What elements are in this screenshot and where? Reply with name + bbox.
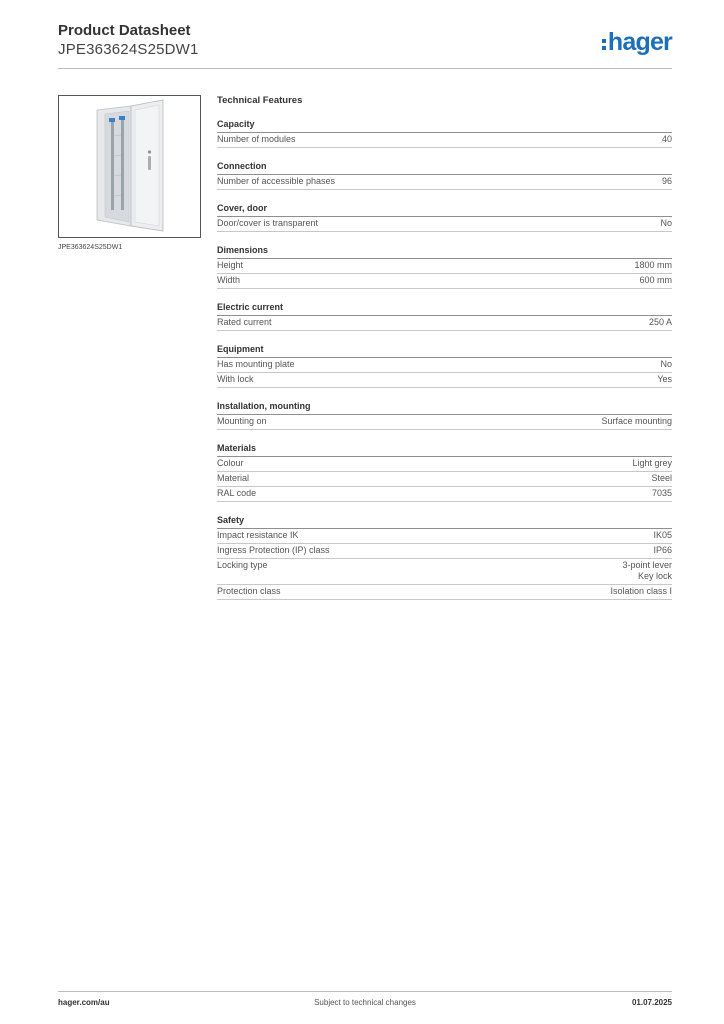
feature-section	[217, 443, 672, 502]
feature-row	[217, 259, 672, 274]
feature-value	[653, 545, 672, 556]
feature-value	[660, 359, 672, 370]
feature-row	[217, 585, 672, 600]
feature-value	[653, 530, 672, 541]
feature-section	[217, 344, 672, 388]
feature-value-line: Steel	[651, 473, 672, 483]
feature-section	[217, 203, 672, 232]
feature-value-line: 250 A	[648, 317, 672, 327]
feature-value-line: Yes	[657, 374, 672, 384]
feature-label: Locking type	[217, 560, 268, 570]
page-header	[58, 22, 672, 59]
feature-label: RAL code	[217, 488, 257, 498]
feature-label: Number of accessible phases	[217, 176, 336, 186]
feature-value-line: 7035	[651, 488, 672, 498]
feature-value	[657, 374, 672, 385]
feature-value	[662, 176, 672, 187]
feature-section	[217, 302, 672, 331]
section-title: Installation, mounting	[217, 401, 672, 415]
feature-label: With lock	[217, 374, 254, 384]
image-caption: JPE363624S25DW1	[58, 244, 123, 251]
feature-label: Number of modules	[217, 134, 296, 144]
feature-value	[662, 134, 672, 145]
feature-row	[217, 487, 672, 502]
feature-value	[601, 416, 672, 427]
feature-row	[217, 415, 672, 430]
section-title: Equipment	[217, 344, 672, 358]
feature-label: Impact resistance IK	[217, 530, 299, 540]
feature-label: Rated current	[217, 317, 272, 327]
feature-label: Door/cover is transparent	[217, 218, 319, 228]
technical-features	[217, 95, 672, 600]
feature-row	[217, 559, 672, 585]
feature-value-line: 1800 mm	[634, 260, 672, 270]
feature-row	[217, 472, 672, 487]
logo-dots-icon	[602, 39, 606, 50]
feature-value	[610, 586, 672, 597]
feature-row	[217, 274, 672, 289]
section-title: Connection	[217, 161, 672, 175]
feature-value-line: Surface mounting	[601, 416, 672, 426]
enclosure-icon	[59, 96, 200, 237]
feature-value-line: IP66	[653, 545, 672, 555]
footer-date: 01.07.2025	[631, 998, 672, 1007]
footer-notice: Subject to technical changes	[314, 998, 416, 1007]
feature-value	[649, 317, 672, 328]
hager-logo	[602, 26, 672, 56]
feature-value	[639, 275, 672, 286]
header-divider	[58, 68, 672, 69]
feature-row	[217, 544, 672, 559]
feature-row	[217, 175, 672, 190]
product-image	[58, 95, 201, 238]
section-title: Safety	[217, 515, 672, 529]
footer-website: hager.com/au	[58, 998, 110, 1007]
feature-value-line: IK05	[653, 530, 672, 540]
feature-label: Width	[217, 275, 241, 285]
feature-value	[651, 473, 672, 484]
feature-section	[217, 401, 672, 430]
feature-value	[632, 458, 672, 469]
feature-label: Mounting on	[217, 416, 267, 426]
feature-row	[217, 358, 672, 373]
feature-value-line: 96	[661, 176, 672, 186]
features-sections	[217, 119, 672, 600]
section-title: Electric current	[217, 302, 672, 316]
feature-section	[217, 119, 672, 148]
feature-value	[622, 560, 672, 582]
feature-row	[217, 373, 672, 388]
product-code: JPE363624S25DW1	[58, 41, 199, 58]
feature-label: Has mounting plate	[217, 359, 295, 369]
feature-value-line: 40	[661, 134, 672, 144]
feature-section	[217, 515, 672, 600]
logo-text: hager	[607, 28, 672, 56]
section-title: Materials	[217, 443, 672, 457]
section-title: Capacity	[217, 119, 672, 133]
footer-divider	[58, 991, 672, 992]
feature-row	[217, 316, 672, 331]
feature-label: Material	[217, 473, 250, 483]
feature-value	[660, 218, 672, 229]
feature-row	[217, 529, 672, 544]
feature-value	[652, 488, 672, 499]
feature-value-line: 600 mm	[639, 275, 672, 285]
feature-value	[634, 260, 672, 271]
feature-row	[217, 133, 672, 148]
feature-label: Colour	[217, 458, 244, 468]
feature-value-line: Light grey	[632, 458, 672, 468]
feature-label: Protection class	[217, 586, 281, 596]
feature-value-line: Key lock	[637, 571, 672, 581]
feature-value-line: No	[660, 359, 672, 369]
feature-label: Ingress Protection (IP) class	[217, 545, 330, 555]
feature-row	[217, 217, 672, 232]
feature-value-line: No	[660, 218, 672, 228]
feature-label: Height	[217, 260, 244, 270]
section-title: Cover, door	[217, 203, 672, 217]
feature-row	[217, 457, 672, 472]
feature-value-line: 3-point lever	[622, 560, 672, 570]
feature-value-line: Isolation class I	[610, 586, 672, 596]
feature-section	[217, 245, 672, 289]
document-title: Product Datasheet	[58, 22, 191, 39]
feature-section	[217, 161, 672, 190]
section-title: Dimensions	[217, 245, 672, 259]
features-title: Technical Features	[217, 95, 303, 106]
